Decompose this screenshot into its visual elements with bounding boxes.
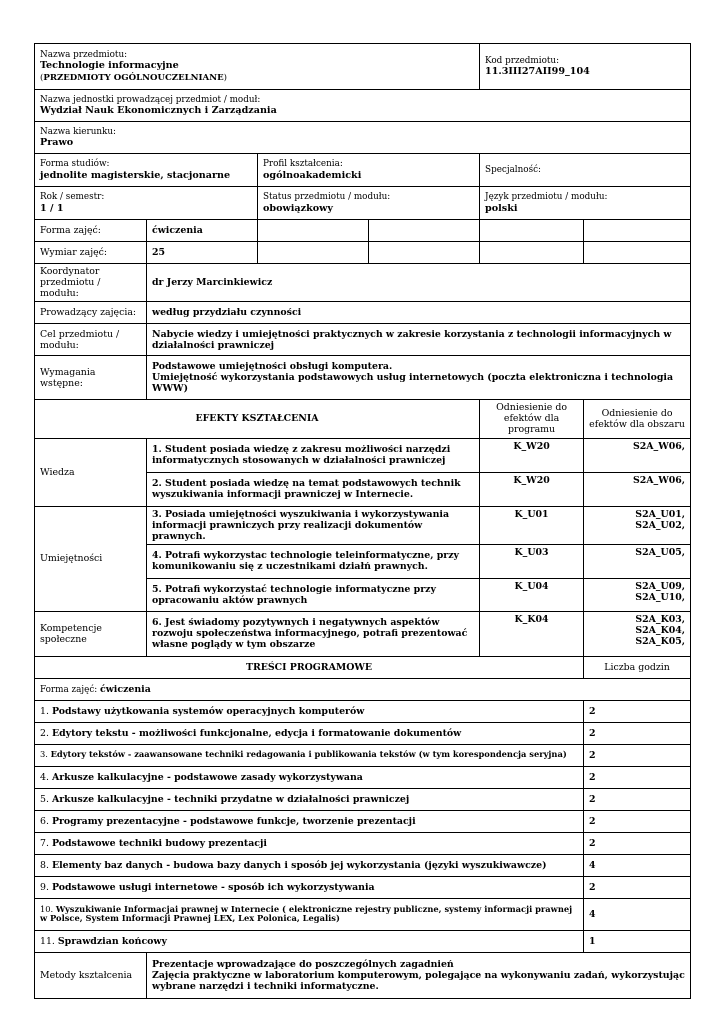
effect-text: 1. Student posiada wiedzę z zakresu możliwości narzędzi informatycznych stosowanych w działalności prawniczej — [147, 438, 480, 472]
content-item-row: 4. Arkusze kalkulacyjne - podstawowe zasady wykorzystywana 2 — [35, 766, 691, 788]
content-header-row — [35, 656, 691, 678]
content-item-row: 8. Elementy baz danych - budowa bazy danych i sposób jej wykorzystania (języki wyszukiwawcze) 4 — [35, 854, 691, 876]
effects-group-knowledge: Wiedza — [35, 438, 147, 506]
effect-text: 6. Jest świadomy pozytywnych i negatywnych aspektów rozwoju społeczeństwa informacyjnego, potrafi prezentować własne poglądy w tym obszarze — [147, 611, 480, 656]
content-item-hours: 2 — [584, 788, 691, 810]
effects-group-skills: Umiejętności — [35, 506, 147, 611]
requirements-line-1: Podstawowe umiejętności obsługi komputera. — [152, 361, 393, 373]
direction-label: Nazwa kierunku: — [40, 126, 116, 137]
methods-value — [147, 952, 691, 998]
content-item-text: Arkusze kalkulacyjne - techniki przydatne w działalności prawniczej — [51, 793, 410, 805]
content-item-hours: 2 — [584, 744, 691, 766]
effect-area: S2A_U05, — [584, 544, 691, 578]
classes-form-label: Forma zajęć: — [35, 220, 147, 242]
subject-name: Technologie informacyjne — [40, 60, 179, 72]
requirements-line-2: Umiejętność wykorzystania podstawowych usług internetowych (poczta elektroniczna i technologia WWW) — [152, 372, 674, 395]
content-item-hours: 2 — [584, 876, 691, 898]
specialty-label: Specjalność: — [485, 164, 541, 175]
effects-title: EFEKTY KSZTAŁCENIA — [35, 400, 480, 438]
content-item-row: 11. Sprawdzian końcowy 1 — [35, 930, 691, 952]
effect-area: S2A_W06, — [584, 438, 691, 472]
code-label: Kod przedmiotu: — [485, 55, 560, 66]
content-title: TREŚCI PROGRAMOWE — [35, 656, 584, 678]
header-row — [35, 44, 691, 90]
profile-value: ogólnoakademicki — [263, 169, 362, 181]
content-item-hours: 2 — [584, 766, 691, 788]
year-row — [35, 187, 691, 220]
unit-label: Nazwa jednostki prowadzącej przedmiot / moduł: — [40, 94, 261, 105]
content-item-hours: 2 — [584, 832, 691, 854]
teacher-label: Prowadzący zajęcia: — [35, 302, 147, 324]
direction-value: Prawo — [40, 137, 74, 149]
unit-value: Wydział Nauk Ekonomicznych i Zarządzania — [40, 105, 277, 117]
content-item-hours: 4 — [584, 898, 691, 930]
requirements-value — [147, 356, 691, 400]
effect-text: 4. Potrafi wykorzystac technologie teleinformatyczne, przy komunikowaniu się z uczestnikami działń prawnych. — [147, 544, 480, 578]
effect-program: K_W20 — [480, 472, 584, 506]
goal-row — [35, 324, 691, 356]
effect-program: K_W20 — [480, 438, 584, 472]
effect-text: 2. Student posiada wiedzę na temat podstawowych technik wyszukiwania informacji prawniczej w Internecie. — [147, 472, 480, 506]
effect-row — [35, 611, 691, 656]
subject-cell — [35, 44, 480, 90]
content-item-hours: 2 — [584, 700, 691, 722]
content-item-text: Podstawy użytkowania systemów operacyjnych komputerów — [51, 705, 365, 717]
content-item-text: Edytory tekstu - możliwości funkcjonalne, edycja i formatowanie dokumentów — [51, 727, 462, 739]
content-item-row: 2. Edytory tekstu - możliwości funkcjonalne, edycja i formatowanie dokumentów 2 — [35, 722, 691, 744]
content-item-text: Wyszukiwanie Informacjai prawnej w Internecie ( elektroniczne rejestry publiczne, systemy informacji prawnej w Polsce, System Informacji Prawnej LEX, Lex Polonica, Legalis) — [40, 903, 573, 924]
content-item-hours: 2 — [584, 722, 691, 744]
effect-row — [35, 438, 691, 472]
methods-label: Metody kształcenia — [35, 952, 147, 998]
requirements-row — [35, 356, 691, 400]
effect-program: K_U03 — [480, 544, 584, 578]
status-value: obowiązkowy — [263, 202, 333, 214]
content-item-hours: 1 — [584, 930, 691, 952]
study-form-value: jednolite magisterskie, stacjonarne — [40, 169, 231, 181]
language-label: Język przedmiotu / modułu: — [485, 192, 608, 203]
year-label: Rok / semestr: — [40, 192, 105, 203]
effect-area: S2A_K03, S2A_K04, S2A_K05, — [584, 611, 691, 656]
classes-hours-label: Wymiar zajęć: — [35, 242, 147, 264]
content-item-row: 10. Wyszukiwanie Informacjai prawnej w Internecie ( elektroniczne rejestry publiczne, systemy informacji prawnej w Polsce, System Informacji Prawnej LEX, Lex Polonica, Legalis) 4 — [35, 898, 691, 930]
direction-row — [35, 122, 691, 154]
content-form-row — [35, 678, 691, 700]
profile-label: Profil kształcenia: — [263, 159, 343, 170]
year-value: 1 / 1 — [40, 202, 64, 214]
methods-row — [35, 952, 691, 998]
subject-code: 11.3III27AII99_104 — [485, 66, 590, 78]
requirements-label: Wymagania wstępne: — [35, 356, 147, 400]
effect-area: S2A_U09, S2A_U10, — [584, 578, 691, 611]
code-cell — [480, 44, 691, 90]
effect-row — [35, 506, 691, 544]
effect-program: K_U01 — [480, 506, 584, 544]
effects-header-row — [35, 400, 691, 438]
content-form-value: ćwiczenia — [100, 683, 151, 695]
content-item-hours: 2 — [584, 810, 691, 832]
content-hours-col: Liczba godzin — [584, 656, 691, 678]
content-item-text: Elementy baz danych - budowa bazy danych i sposób jej wykorzystania (języki wyszukiwawcze) — [51, 859, 547, 871]
syllabus-table — [34, 43, 691, 999]
content-form-prefix: Forma zajęć: — [40, 684, 101, 695]
effect-area: S2A_W06, — [584, 472, 691, 506]
goal-label: Cel przedmiotu / modułu: — [35, 324, 147, 356]
effects-col-area: Odniesienie do efektów dla obszaru — [584, 400, 691, 438]
classes-hours-value: 25 — [147, 242, 258, 264]
coordinator-label: Koordynator przedmiotu / modułu: — [35, 264, 147, 302]
content-item-text: Podstawowe techniki budowy prezentacji — [51, 837, 267, 849]
effects-group-social: Kompetencje społeczne — [35, 611, 147, 656]
methods-line-2: Zajęcia praktyczne w laboratorium komputerowym, polegające na wykonywaniu zadań, wykorzystując wybrane narzędzi i techniki informatyczne. — [152, 969, 685, 992]
content-item-text: Arkusze kalkulacyjne - podstawowe zasady wykorzystywana — [51, 771, 363, 783]
classes-form-row — [35, 220, 691, 242]
content-item-text: Edytory tekstów - zaawansowane techniki redagowania i publikowania tekstów (w tym korespondencja seryjna) — [50, 749, 567, 760]
methods-line-1: Prezentacje wprowadzające do poszczególnych zagadnień — [152, 958, 454, 970]
unit-row — [35, 90, 691, 122]
classes-form-value: ćwiczenia — [147, 220, 258, 242]
teacher-row — [35, 302, 691, 324]
content-item-row: 5. Arkusze kalkulacyjne - techniki przydatne w działalności prawniczej 2 — [35, 788, 691, 810]
language-value: polski — [485, 202, 518, 214]
coordinator-row — [35, 264, 691, 302]
study-row — [35, 154, 691, 187]
effect-text: 3. Posiada umiejętności wyszukiwania i wykorzystywania informacji prawniczych przy realizacji dokumentów prawnych. — [147, 506, 480, 544]
effect-text: 5. Potrafi wykorzystać technologie informatyczne przy opracowaniu aktów prawnych — [147, 578, 480, 611]
effect-area: S2A_U01, S2A_U02, — [584, 506, 691, 544]
content-item-row: 9. Podstawowe usługi internetowe - sposób ich wykorzystywania 2 — [35, 876, 691, 898]
content-item-row: 6. Programy prezentacyjne - podstawowe funkcje, tworzenie prezentacji 2 — [35, 810, 691, 832]
content-item-row: 7. Podstawowe techniki budowy prezentacji 2 — [35, 832, 691, 854]
effect-program: K_U04 — [480, 578, 584, 611]
content-item-row: 3. Edytory tekstów - zaawansowane techniki redagowania i publikowania tekstów (w tym korespondencja seryjna) 2 — [35, 744, 691, 766]
effects-col-program: Odniesienie do efektów dla programu — [480, 400, 584, 438]
subject-label: Nazwa przedmiotu: — [40, 50, 128, 61]
subject-group: (PRZEDMIOTY OGÓLNOUCZELNIANE) — [40, 72, 227, 83]
goal-value: Nabycie wiedzy i umiejętności praktycznych w zakresie korzystania z technologii informacyjnych w działalności prawniczej — [147, 324, 691, 356]
content-item-text: Programy prezentacyjne - podstawowe funkcje, tworzenie prezentacji — [51, 815, 416, 827]
teacher-value: według przydziału czynności — [147, 302, 691, 324]
status-label: Status przedmiotu / modułu: — [263, 192, 391, 203]
content-item-text: Podstawowe usługi internetowe - sposób ich wykorzystywania — [51, 881, 375, 893]
effect-program: K_K04 — [480, 611, 584, 656]
content-item-row: 1. Podstawy użytkowania systemów operacyjnych komputerów 2 — [35, 700, 691, 722]
classes-hours-row — [35, 242, 691, 264]
study-form-label: Forma studiów: — [40, 159, 110, 170]
content-item-hours: 4 — [584, 854, 691, 876]
coordinator-value: dr Jerzy Marcinkiewicz — [147, 264, 691, 302]
content-item-text: Sprawdzian końcowy — [57, 935, 167, 947]
